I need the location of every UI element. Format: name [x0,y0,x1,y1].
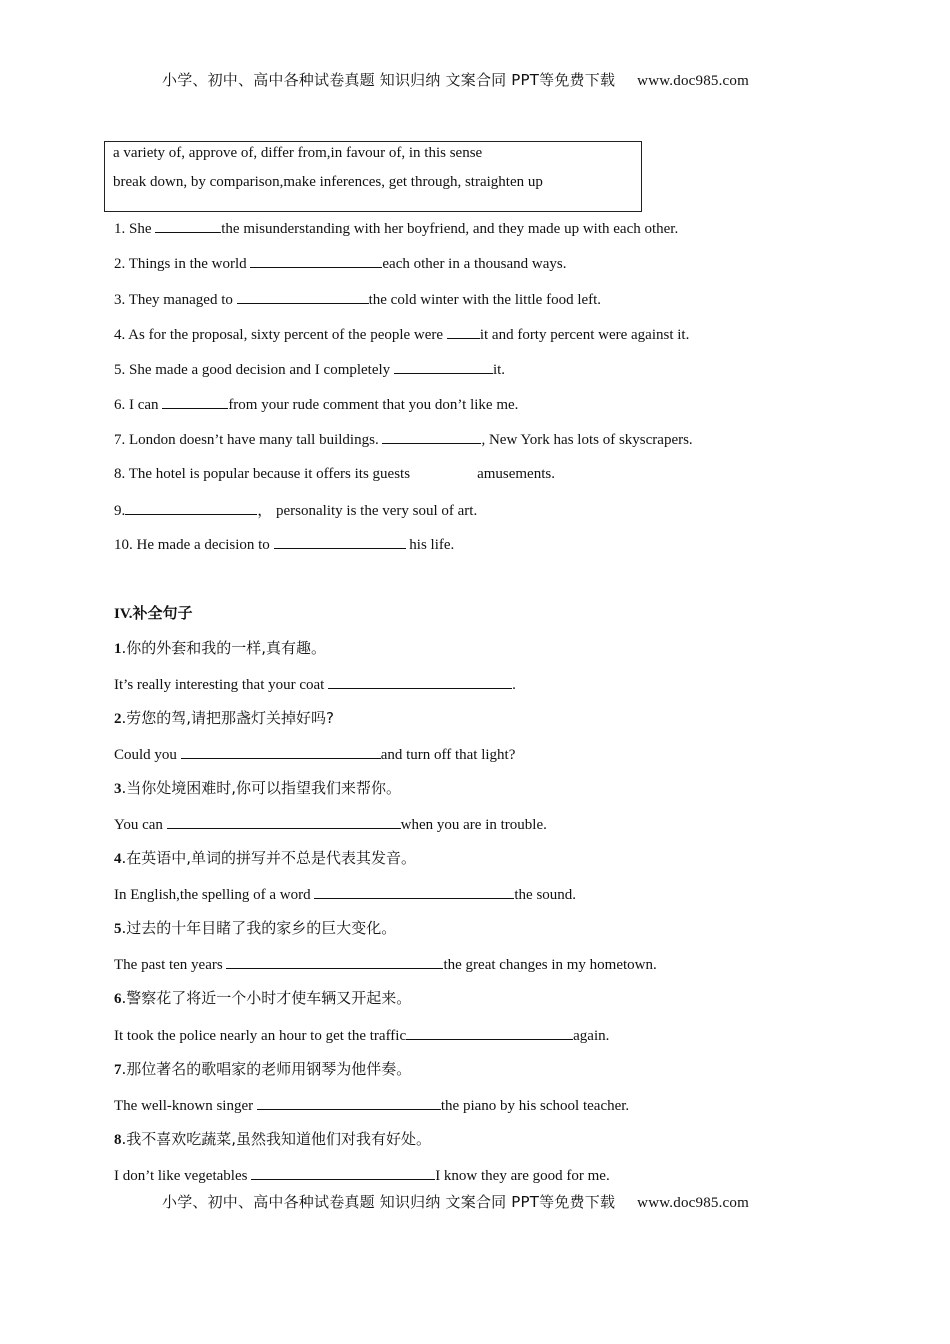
english-sentence-8 [114,1166,610,1185]
item-suffix: the cold winter with the little food left. [368,292,602,308]
chinese-sentence: .过去的十年目睹了我的家乡的巨大变化。 [121,919,397,937]
answer-blank[interactable] [162,395,228,409]
footer-url[interactable]: www.doc985.com [637,1195,749,1211]
answer-blank[interactable] [155,219,221,233]
exercise-item-3 [114,290,601,309]
answer-blank[interactable] [257,1096,441,1110]
answer-blank[interactable] [394,360,493,374]
item-suffix: ， personality is the very soul of art. [257,503,478,519]
chinese-sentence: .那位著名的歌唱家的老师用钢琴为他伴奏。 [121,1060,412,1078]
answer-blank[interactable] [181,745,381,759]
english-sentence-1 [114,675,516,694]
sentence-prefix: It’s really interesting that your coat [114,677,329,693]
exercise-item-6 [114,395,518,414]
item-suffix: each other in a thousand ways. [382,256,567,272]
item-number: 8 [114,1132,122,1148]
sentence-suffix: the piano by his school teacher. [440,1098,630,1114]
item-prefix: 3. They managed to [114,292,237,308]
chinese-sentence: .当你处境困难时,你可以指望我们来帮你。 [121,779,402,797]
sentence-suffix: . [512,677,516,693]
item-prefix: 4. As for the proposal, sixty percent of the people were [114,327,447,343]
sentence-suffix: the sound. [514,887,577,903]
sentence-suffix: and turn off that light? [380,747,516,763]
chinese-prompt-1 [114,639,326,658]
chinese-prompt-7 [114,1060,411,1079]
chinese-prompt-3 [114,779,401,798]
item-number: 6 [114,991,122,1007]
item-number: 2 [114,711,122,727]
section-title [114,604,193,623]
item-suffix: the misunderstanding with her boyfriend, and they made up with each other. [221,221,679,237]
sentence-prefix: Could you [114,747,181,763]
english-sentence-2 [114,745,515,764]
sentence-prefix: I don’t like vegetables [114,1168,252,1184]
section-number: IV. [114,606,133,622]
item-suffix: it and forty percent were against it. [479,327,690,343]
sentence-suffix: again. [573,1028,610,1044]
item-prefix: 10. He made a decision to [114,537,274,553]
word-bank-line-1: a variety of, approve of, differ from,in favour of, in this sense [113,145,483,161]
exercise-item-4 [114,325,689,344]
answer-blank[interactable] [250,254,382,268]
chinese-prompt-5 [114,919,396,938]
header-url[interactable]: www.doc985.com [637,73,749,89]
page-footer [162,1191,749,1212]
word-bank-line-2: break down, by comparison,make inferences, get through, straighten up [113,174,543,190]
english-sentence-5 [114,955,657,974]
item-suffix: it. [492,362,506,378]
item-suffix: from your rude comment that you don’t like me. [228,397,519,413]
exercise-item-10 [114,535,454,554]
exercise-item-9 [114,501,477,520]
chinese-sentence: .你的外套和我的一样,真有趣。 [121,639,327,657]
sentence-suffix: when you are in trouble. [400,817,547,833]
sentence-prefix: The well-known singer [114,1098,257,1114]
item-number: 4 [114,851,122,867]
chinese-prompt-8 [114,1130,431,1149]
answer-blank[interactable] [406,1026,573,1040]
english-sentence-4 [114,885,576,904]
word-bank-box [104,141,642,212]
item-prefix: 2. Things in the world [114,256,251,272]
item-prefix: 1. She [114,221,156,237]
chinese-sentence: .我不喜欢吃蔬菜,虽然我知道他们对我有好处。 [121,1130,432,1148]
item-suffix: amusements. [477,466,555,482]
exercise-item-8 [114,465,555,483]
sentence-suffix: I know they are good for me. [435,1168,610,1184]
item-prefix: 6. I can [114,397,163,413]
chinese-sentence: .劳您的驾,请把那盏灯关掉好吗? [121,709,334,727]
page-header [162,69,749,90]
english-sentence-3 [114,815,547,834]
section-title-text: 补全句子 [132,604,193,622]
item-number: 1 [114,641,122,657]
item-suffix: his life. [405,537,455,553]
english-sentence-7 [114,1096,629,1115]
item-prefix: 5. She made a good decision and I completely [114,362,394,378]
answer-blank[interactable] [167,815,401,829]
item-prefix: 9. [114,503,126,519]
answer-blank[interactable] [447,325,480,339]
answer-blank[interactable] [237,290,369,304]
answer-blank[interactable] [314,885,514,899]
sentence-prefix: In English,the spelling of a word [114,887,315,903]
item-prefix: 7. London doesn’t have many tall buildings. [114,432,383,448]
exercise-item-7 [114,430,693,449]
chinese-prompt-6 [114,989,411,1008]
sentence-suffix: the great changes in my hometown. [443,957,657,973]
answer-blank[interactable] [226,955,443,969]
english-sentence-6 [114,1026,609,1045]
answer-blank[interactable] [251,1166,435,1180]
item-suffix: , New York has lots of skyscrapers. [481,432,693,448]
chinese-sentence: .在英语中,单词的拼写并不总是代表其发音。 [121,849,417,867]
answer-blank[interactable] [125,501,257,515]
exercise-item-5 [114,360,505,379]
exercise-item-1 [114,219,678,238]
item-prefix: 8. The hotel is popular because it offers its guests [114,466,411,482]
exercise-item-2 [114,254,567,273]
item-number: 7 [114,1062,122,1078]
answer-blank[interactable] [328,675,512,689]
item-number: 3 [114,781,122,797]
chinese-sentence: .警察花了将近一个小时才使车辆又开起来。 [121,989,412,1007]
sentence-prefix: You can [114,817,167,833]
chinese-prompt-2 [114,709,334,728]
answer-blank[interactable] [274,535,406,549]
item-number: 5 [114,921,122,937]
answer-blank[interactable] [382,430,481,444]
sentence-prefix: The past ten years [114,957,227,973]
header-text: 小学、初中、高中各种试卷真题 知识归纳 文案合同 PPT等免费下载 [162,71,616,89]
sentence-prefix: It took the police nearly an hour to get the traffic [114,1028,407,1044]
footer-text: 小学、初中、高中各种试卷真题 知识归纳 文案合同 PPT等免费下载 [162,1193,616,1211]
chinese-prompt-4 [114,849,416,868]
